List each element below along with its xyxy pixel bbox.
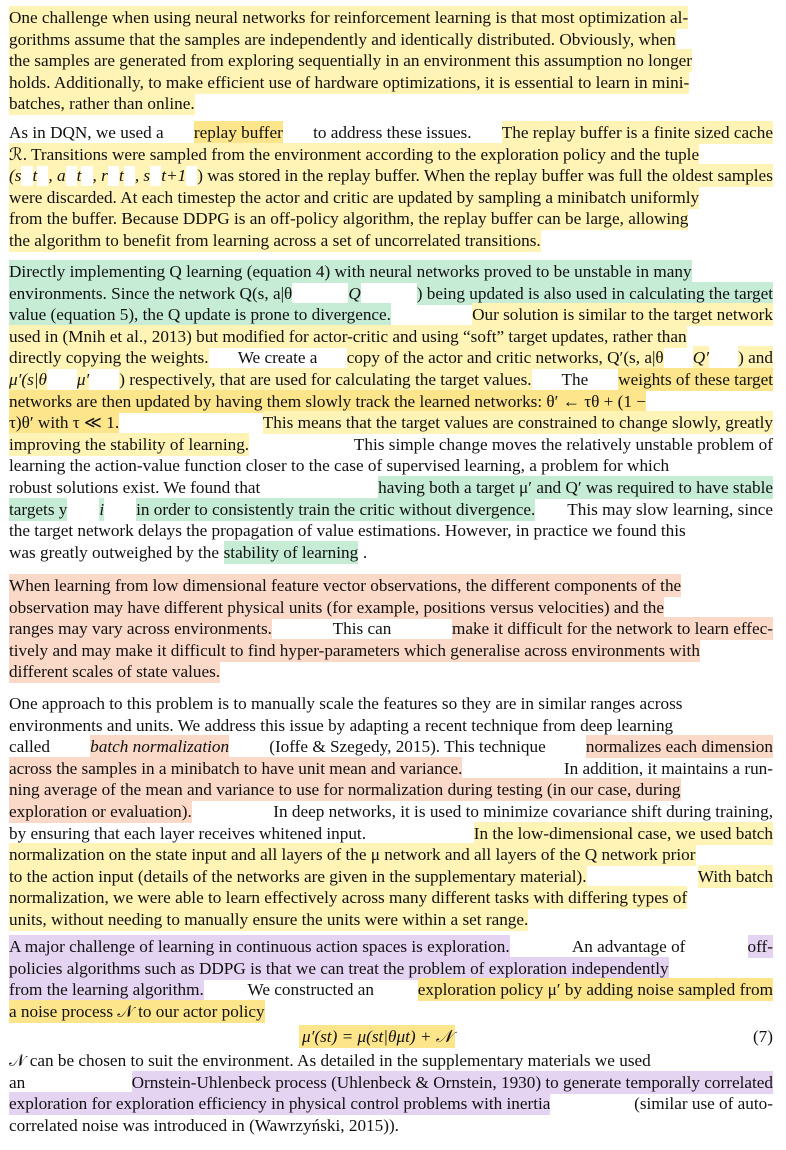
- text-segment: , s: [134, 166, 151, 186]
- paragraph-target-networks-line: [9, 411, 773, 434]
- paragraph-replay-buffer-line: [9, 143, 773, 166]
- paragraph-ornstein-uhlenbeck-line: [9, 1071, 773, 1094]
- text-segment: ℛ. Transitions were sampled from the environment according to the exploration policy and the tuple: [9, 144, 700, 164]
- text-segment: As in DQN, we used a: [9, 123, 164, 142]
- paragraph-feature-scales-line: [9, 596, 773, 619]
- text-segment: The: [561, 370, 589, 389]
- text-segment: normalization, we were able to learn effectively across many different tasks with differing types of: [9, 888, 688, 908]
- paragraph-target-networks-line: [9, 433, 773, 456]
- paragraph-replay-buffer-line: [9, 164, 773, 187]
- text-segment: Directly implementing Q learning (equation 4) with neural networks proved to be unstable in many: [9, 262, 692, 281]
- text-segment: tively and may make it difficult to find hyper-parameters which generalise across environments with: [9, 640, 700, 660]
- paragraph-batch-normalization-line: [9, 822, 773, 845]
- paragraph-ornstein-uhlenbeck-line: [9, 1092, 773, 1115]
- text-segment: , r: [92, 166, 108, 186]
- text-segment: correlated noise was introduced in (Wawrzyński, 2015)).: [9, 1115, 399, 1135]
- text-segment: This may slow learning, since: [567, 499, 773, 519]
- text-segment: The replay buffer is a finite sized cache: [501, 123, 773, 142]
- text-segment: targets y: [9, 499, 68, 519]
- text-segment: τ)θ′ with τ ≪ 1.: [9, 413, 120, 433]
- equation: μ′(st) = μ(st|θμt) + 𝒩: [299, 1025, 455, 1048]
- text-segment: (s: [9, 166, 22, 186]
- text-segment: used in (Mnih et al., 2013) but modified for actor-critic and using “soft” target updates, rather than: [9, 326, 687, 346]
- text-segment: having both a target μ′ and Q′ was required to have stable: [378, 478, 773, 497]
- text-segment: was greatly outweighed by the: [9, 542, 220, 562]
- text-segment: This simple change moves the relatively unstable problem of: [353, 434, 773, 454]
- paragraph-target-networks-line: [9, 498, 773, 521]
- text-segment: Q′: [692, 348, 709, 368]
- text-segment: environments and units. We address this issue by adapting a recent technique from deep learning: [9, 715, 674, 735]
- text-segment: different scales of state values.: [9, 662, 221, 682]
- text-segment: observation may have different physical units (for example, positions versus velocities) and the: [9, 597, 665, 617]
- text-segment: .: [362, 542, 368, 562]
- text-segment: gorithms assume that the samples are independently and identically distributed. Obviously, when: [9, 29, 676, 49]
- text-segment: were discarded. At each timestep the actor and critic are updated by sampling a minibatch uniformly: [9, 187, 700, 207]
- text-segment: Our solution is similar to the target network: [472, 305, 773, 325]
- text-segment: value (equation 5), the Q update is prone to divergence.: [9, 305, 391, 325]
- paragraph-exploration-line: [9, 957, 773, 980]
- paragraph-ornstein-uhlenbeck-line: [9, 1114, 773, 1137]
- text-segment: ning average of the mean and variance to use for normalization during testing (in our case, during: [9, 780, 681, 800]
- text-segment: With batch: [697, 866, 773, 886]
- text-segment: t+1: [161, 166, 187, 186]
- text-segment: Q: [348, 283, 361, 303]
- paragraph-iid-challenge-line: [9, 28, 773, 51]
- text-segment: t: [32, 166, 38, 186]
- paragraph-batch-normalization-line: [9, 735, 773, 758]
- text-segment: (Ioffe & Szegedy, 2015). This technique: [269, 737, 546, 757]
- text-segment: called: [9, 737, 51, 757]
- text-segment: the target network delays the propagation of value estimations. However, in practice we found this: [9, 521, 686, 541]
- text-segment: batches, rather than online.: [9, 94, 195, 114]
- text-segment: the algorithm to benefit from learning across a set of uncorrelated transitions.: [9, 231, 541, 250]
- paragraph-batch-normalization-line: [9, 843, 773, 866]
- paragraph-target-networks-line: [9, 325, 773, 348]
- text-segment: t: [118, 166, 124, 186]
- text-segment: In addition, it maintains a run-: [563, 758, 773, 778]
- text-segment: copy of the actor and critic networks, Q′(s, a|θ: [346, 348, 664, 368]
- text-segment: normalization on the state input and all layers of the μ network and all layers of the Q network prior: [9, 845, 696, 865]
- text-segment: the samples are generated from exploring sequentially in an environment this assumption no longer: [9, 51, 693, 71]
- paragraph-batch-normalization-line: [9, 692, 773, 715]
- paragraph-target-networks-line: [9, 346, 773, 369]
- text-segment: learning the action-value function closer to the case of supervised learning, a problem for which: [9, 456, 670, 476]
- text-segment: (similar use of auto-: [634, 1094, 773, 1114]
- text-segment: ) and: [738, 348, 773, 368]
- text-segment: exploration for exploration efficiency in physical control problems with inertia: [9, 1094, 551, 1114]
- text-segment: ) being updated is also used in calculating the target: [416, 283, 773, 303]
- text-segment: , a: [48, 166, 66, 186]
- paragraph-feature-scales-line: [9, 660, 773, 683]
- text-segment: An advantage of: [571, 937, 686, 956]
- text-segment: in order to consistently train the critic without divergence.: [136, 499, 536, 519]
- text-segment: weights of these target: [618, 370, 773, 389]
- paragraph-batch-normalization-line: [9, 908, 773, 931]
- text-segment: exploration policy μ′ by adding noise sampled from: [417, 980, 773, 1000]
- text-segment: by ensuring that each layer receives whitened input.: [9, 823, 366, 843]
- paragraph-target-networks-line: [9, 454, 773, 477]
- text-segment: i: [99, 499, 105, 519]
- text-segment: units, without needing to manually ensure the units were within a set range.: [9, 910, 529, 929]
- paragraph-batch-normalization-line: [9, 757, 773, 780]
- text-segment: to address these issues.: [313, 123, 472, 142]
- paragraph-feature-scales-line: [9, 574, 773, 597]
- text-segment: This can: [332, 619, 392, 639]
- text-segment: When learning from low dimensional feature vector observations, the different components of the: [9, 576, 682, 595]
- text-segment: t: [76, 166, 82, 186]
- text-segment: μ′: [76, 370, 90, 389]
- paragraph-target-networks-line: [9, 390, 773, 413]
- paragraph-replay-buffer-line: [9, 186, 773, 209]
- text-segment: directly copying the weights.: [9, 348, 209, 368]
- text-segment: robust solutions exist. We found that: [9, 478, 261, 497]
- paragraph-replay-buffer-line: [9, 121, 773, 144]
- text-segment: an: [9, 1072, 26, 1092]
- text-segment: policies algorithms such as DDPG is that we can treat the problem of exploration independently: [9, 958, 669, 978]
- paragraph-batch-normalization-line: [9, 714, 773, 737]
- paragraph-target-networks-line: [9, 303, 773, 326]
- text-segment: off-: [747, 937, 773, 956]
- paragraph-replay-buffer-line: [9, 229, 773, 252]
- text-segment: make it difficult for the network to learn effec-: [451, 619, 773, 639]
- text-segment: This means that the target values are constrained to change slowly, greatly: [262, 413, 773, 433]
- text-segment: We constructed an: [247, 980, 375, 1000]
- equation-number: (7): [752, 1027, 773, 1046]
- paragraph-target-networks-line: [9, 476, 773, 499]
- text-segment: Ornstein-Uhlenbeck process (Uhlenbeck & Ornstein, 1930) to generate temporally correlated: [131, 1072, 773, 1092]
- text-segment: 𝒩 can be chosen to suit the environment. As detailed in the supplementary materials we used: [9, 1051, 651, 1070]
- paragraph-exploration-line: [9, 978, 773, 1001]
- paragraph-batch-normalization-line: [9, 800, 773, 823]
- text-segment: In deep networks, it is used to minimize covariance shift during training,: [273, 802, 773, 821]
- text-segment: A major challenge of learning in continuous action spaces is exploration.: [9, 937, 510, 956]
- paragraph-batch-normalization-line: [9, 886, 773, 909]
- text-segment: One challenge when using neural networks for reinforcement learning is that most optimization al-: [9, 8, 689, 27]
- text-segment: ) respectively, that are used for calculating the target values.: [119, 370, 532, 389]
- paragraph-batch-normalization-line: [9, 778, 773, 801]
- paragraph-exploration-line: [9, 935, 773, 958]
- text-segment: ) was stored in the replay buffer. When the replay buffer was full the oldest samples: [197, 166, 773, 186]
- text-segment: batch normalization: [90, 737, 230, 757]
- paragraph-batch-normalization-line: [9, 865, 773, 888]
- text-segment: μ′(s|θ: [9, 370, 47, 389]
- text-segment: a noise process 𝒩 to our actor policy: [9, 1001, 265, 1021]
- text-segment: replay buffer: [193, 123, 283, 142]
- text-segment: to the action input (details of the networks are given in the supplementary material).: [9, 866, 587, 886]
- paragraph-ornstein-uhlenbeck-line: [9, 1049, 773, 1072]
- text-segment: improving the stability of learning.: [9, 434, 250, 454]
- paragraph-iid-challenge-line: [9, 6, 773, 29]
- paragraph-target-networks-line: [9, 368, 773, 391]
- text-segment: holds. Additionally, to make efficient use of hardware optimizations, it is essential to learn in mini-: [9, 72, 690, 92]
- text-segment: networks are then updated by having them slowly track the learned networks: θ′ ← τθ + (1 −: [9, 391, 646, 411]
- paragraph-feature-scales-line: [9, 617, 773, 640]
- paragraph-iid-challenge-line: [9, 71, 773, 94]
- text-segment: stability of learning: [223, 542, 359, 562]
- text-segment: across the samples in a minibatch to have unit mean and variance.: [9, 758, 463, 778]
- paragraph-exploration-line: [9, 1000, 773, 1023]
- paragraph-replay-buffer-line: [9, 207, 773, 230]
- paragraph-iid-challenge-line: [9, 92, 773, 115]
- paragraph-target-networks-line: [9, 260, 773, 283]
- text-segment: exploration or evaluation).: [9, 802, 192, 821]
- text-segment: We create a: [237, 348, 318, 368]
- text-segment: One approach to this problem is to manually scale the features so they are in similar ranges across: [9, 694, 683, 713]
- paragraph-feature-scales-line: [9, 639, 773, 662]
- text-segment: from the buffer. Because DDPG is an off-policy algorithm, the replay buffer can be large, allowing: [9, 209, 689, 229]
- text-segment: ranges may vary across environments.: [9, 619, 272, 639]
- paragraph-target-networks-line: [9, 519, 773, 542]
- text-segment: environments. Since the network Q(s, a|θ: [9, 283, 293, 303]
- equation-row: [9, 1025, 773, 1048]
- paragraph-iid-challenge-line: [9, 49, 773, 72]
- text-segment: normalizes each dimension: [585, 737, 773, 757]
- paragraph-target-networks-line: [9, 282, 773, 305]
- text-segment: In the low-dimensional case, we used batch: [473, 823, 773, 843]
- paragraph-target-networks-line: [9, 541, 773, 564]
- text-segment: from the learning algorithm.: [9, 980, 204, 1000]
